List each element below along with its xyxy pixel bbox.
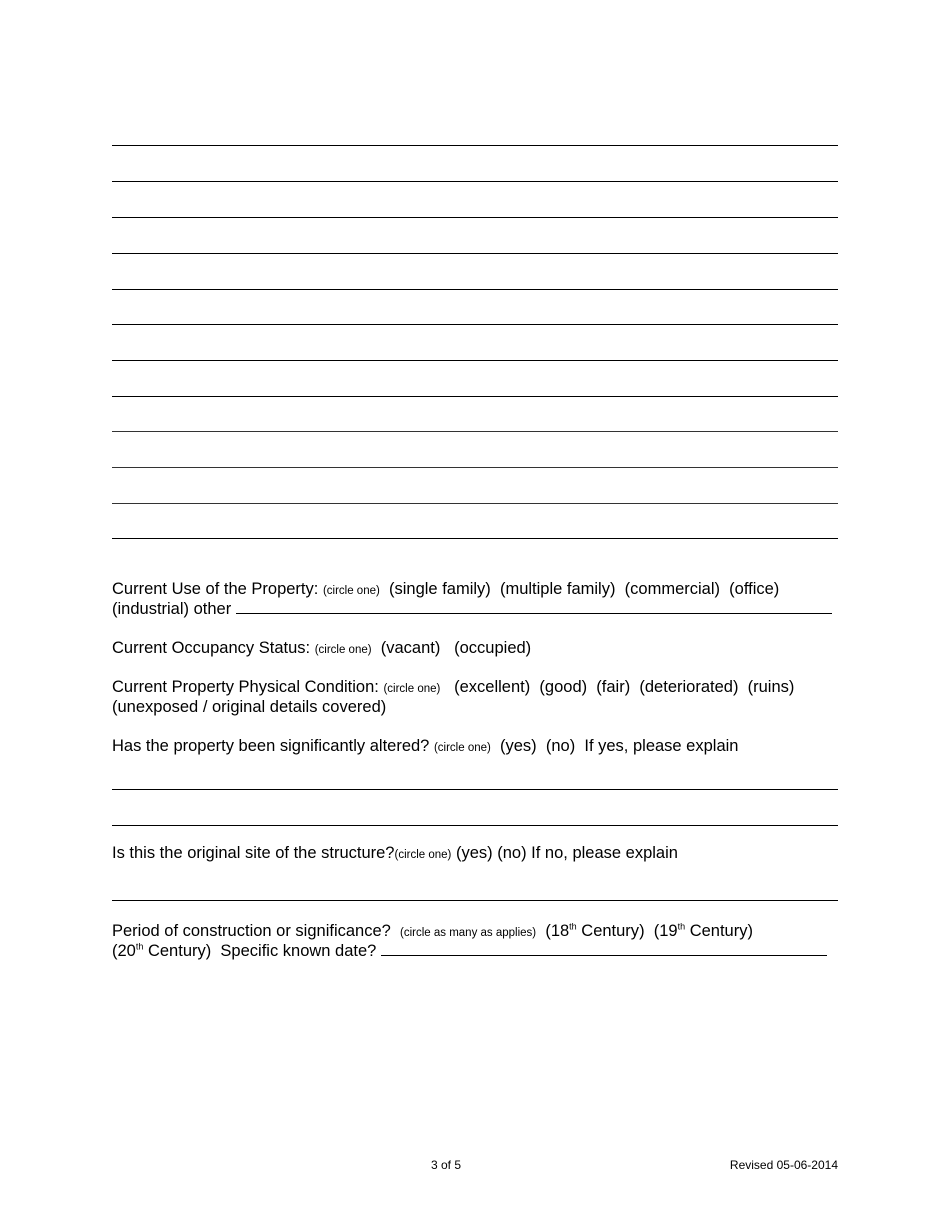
writing-line[interactable]: [112, 145, 838, 146]
other-field[interactable]: [236, 599, 832, 614]
occupancy-label: Current Occupancy Status:: [112, 639, 311, 657]
current-use-label: Current Use of the Property:: [112, 580, 319, 598]
altered-row: [112, 736, 838, 758]
c18-num: 18: [550, 922, 570, 940]
condition-hint: (circle one): [383, 683, 441, 695]
writing-line[interactable]: [112, 253, 838, 254]
current-use-row-2: [112, 599, 838, 619]
c20-word: Century: [147, 942, 206, 960]
option-good[interactable]: (good): [539, 678, 588, 696]
c19-sup: th: [677, 921, 686, 932]
option-deteriorated[interactable]: (deteriorated): [639, 678, 739, 696]
c20-sup: th: [135, 941, 144, 952]
c18-word: Century: [581, 922, 640, 940]
option-vacant[interactable]: (vacant): [380, 639, 441, 657]
current-use-row: [112, 579, 838, 601]
page-number: 3 of 5: [431, 1158, 462, 1172]
other-label: other: [193, 600, 232, 618]
option-ruins[interactable]: (ruins): [747, 678, 795, 696]
original-site-label: Is this the original site of the structure?: [112, 844, 395, 862]
option-20th-century[interactable]: (20th Century): [112, 941, 212, 960]
altered-explain-line[interactable]: [112, 789, 838, 790]
writing-line[interactable]: [112, 181, 838, 182]
option-altered-no[interactable]: (no): [545, 737, 576, 755]
option-industrial[interactable]: (industrial): [112, 600, 190, 618]
writing-line[interactable]: [112, 324, 838, 325]
current-use-hint: (circle one): [322, 585, 380, 597]
option-altered-yes[interactable]: (yes): [500, 737, 537, 755]
original-site-hint: (circle one): [394, 849, 452, 861]
altered-followup: If yes, please explain: [584, 737, 739, 755]
option-19th-century[interactable]: (19th Century): [653, 921, 753, 940]
altered-hint: (circle one): [433, 742, 491, 754]
writing-line[interactable]: [112, 503, 838, 504]
option-office[interactable]: (office): [729, 580, 780, 598]
period-row-2: [112, 941, 838, 961]
condition-label: Current Property Physical Condition:: [112, 678, 379, 696]
option-commercial[interactable]: (commercial): [624, 580, 720, 598]
option-multiple-family[interactable]: (multiple family): [499, 580, 616, 598]
option-site-yes[interactable]: (yes): [455, 844, 493, 862]
option-site-no[interactable]: (no): [497, 844, 527, 862]
c20-num: 20: [117, 942, 136, 960]
writing-line[interactable]: [112, 289, 838, 290]
option-excellent[interactable]: (excellent): [454, 678, 531, 696]
option-unexposed[interactable]: (unexposed / original details covered): [112, 698, 387, 716]
condition-row: [112, 677, 838, 699]
original-site-row: [112, 843, 838, 865]
period-label: Period of construction or significance?: [112, 922, 391, 940]
original-site-explain-line[interactable]: [112, 900, 838, 901]
specific-date-field[interactable]: [381, 941, 827, 956]
revision-date: Revised 05-06-2014: [729, 1158, 838, 1172]
c19-word: Century: [689, 922, 748, 940]
occupancy-row: [112, 638, 838, 660]
writing-line[interactable]: [112, 538, 838, 539]
period-hint: (circle as many as applies): [400, 927, 537, 939]
altered-label: Has the property been significantly altered?: [112, 737, 430, 755]
period-row: [112, 921, 838, 943]
option-single-family[interactable]: (single family): [389, 580, 491, 598]
option-occupied[interactable]: (occupied): [454, 639, 532, 657]
option-18th-century[interactable]: (18th Century): [545, 921, 645, 940]
c19-num: 19: [659, 922, 678, 940]
date-label: Specific known date?: [220, 942, 377, 960]
condition-row-2: [112, 697, 838, 717]
c18-sup: th: [569, 921, 577, 932]
occupancy-hint: (circle one): [314, 644, 372, 656]
writing-line[interactable]: [112, 467, 838, 468]
writing-line[interactable]: [112, 396, 838, 397]
altered-explain-line[interactable]: [112, 825, 838, 826]
writing-line[interactable]: [112, 360, 838, 361]
writing-line[interactable]: [112, 431, 838, 432]
option-fair[interactable]: (fair): [596, 678, 631, 696]
writing-line[interactable]: [112, 217, 838, 218]
original-site-followup: If no, please explain: [531, 844, 678, 862]
